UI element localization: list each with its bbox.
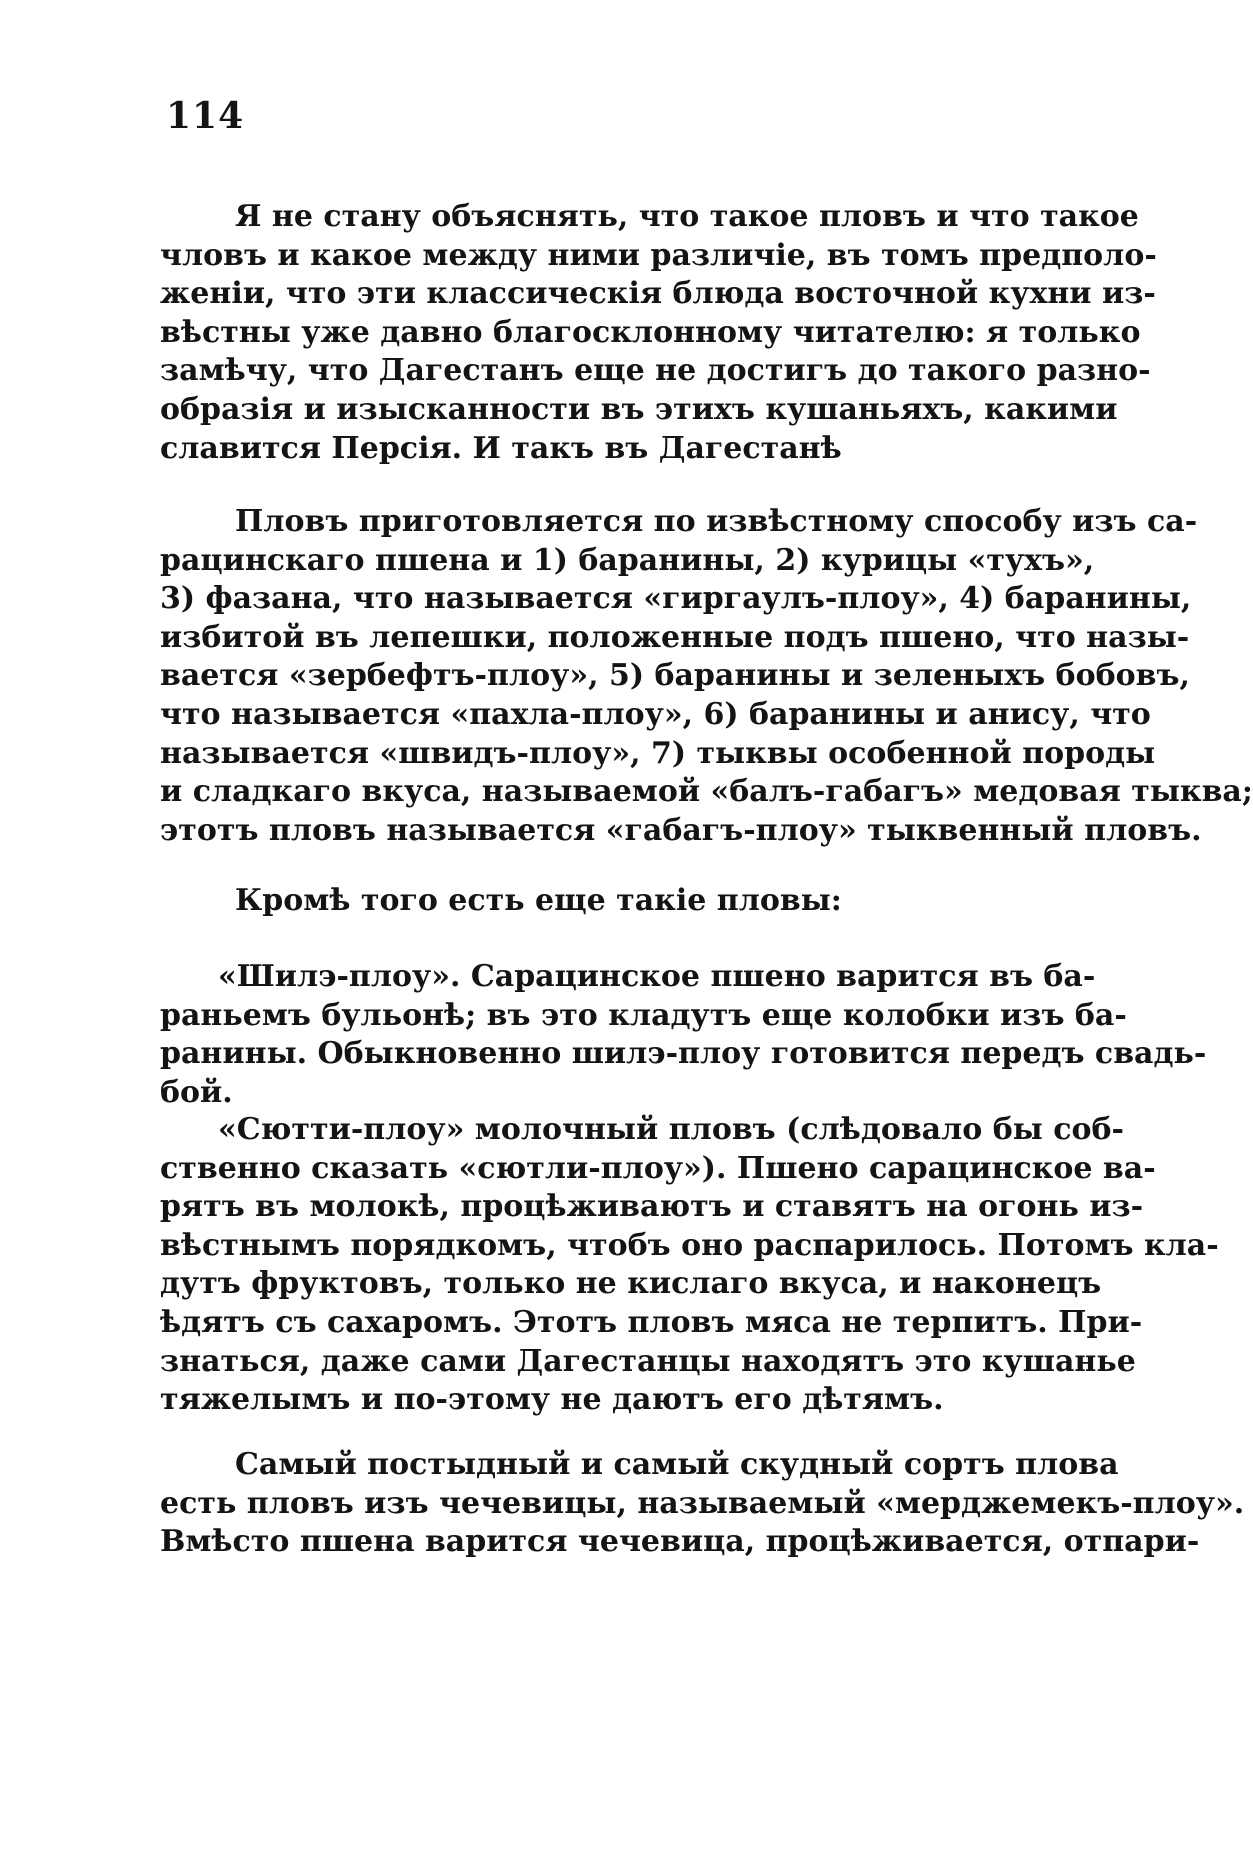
page-number: 114 xyxy=(166,95,245,137)
text-line: вается «зербефтъ-плоу», 5) баранины и зеленыхъ бобовъ, xyxy=(160,658,1190,694)
text-line: называется «швидъ-плоу», 7) тыквы особенной породы xyxy=(160,735,1156,771)
paragraph-other-plovs xyxy=(160,882,1078,921)
text-line: бой. xyxy=(160,1074,233,1110)
text-line: женіи, что эти классическія блюда восточной кухни из- xyxy=(160,276,1156,312)
text-line: тяжелымъ и по-этому не даютъ его дѣтямъ. xyxy=(160,1382,944,1418)
text-line: Вмѣсто пшена варится чечевица, процѣживается, отпари- xyxy=(160,1524,1200,1560)
text-line: вѣстнымъ порядкомъ, чтобъ оно распарилось. Потомъ кла- xyxy=(160,1227,1219,1263)
text-line: что называется «пахла-плоу», 6) баранины и анису, что xyxy=(160,696,1151,732)
text-line: славится Персія. И такъ въ Дагестанѣ xyxy=(160,430,842,466)
text-line: ственно сказать «сютли-плоу»). Пшено сарацинское ва- xyxy=(160,1150,1156,1186)
text-line: замѣчу, что Дагестанъ еще не достигъ до такого разно- xyxy=(160,353,1151,389)
text-line: образія и изысканности въ этихъ кушаньяхъ, какими xyxy=(160,391,1118,427)
text-line: избитой въ лепешки, положенные подъ пшено, что назы- xyxy=(160,619,1190,655)
text-line: и сладкаго вкуса, называемой «балъ-габагъ» медовая тыква; xyxy=(160,774,1253,810)
text-line: раньемъ бульонѣ; въ это кладутъ еще колобки изъ ба- xyxy=(160,997,1127,1033)
text-line: рацинскаго пшена и 1) баранины, 2) курицы «тухъ», xyxy=(160,542,1095,578)
text-line: чловъ и какое между ними различіе, въ томъ предполо- xyxy=(160,237,1157,273)
text-line: Я не стану объяснять, что такое пловъ и что такое xyxy=(235,199,1139,234)
text-line: этотъ пловъ называется «габагъ-плоу» тыквенный пловъ. xyxy=(160,812,1202,848)
text-line: Самый постыдный и самый скудный сортъ плова xyxy=(235,1447,1119,1482)
paragraph-plov-types xyxy=(160,503,1253,850)
text-line: ѣдятъ съ сахаромъ. Этотъ пловъ мяса не терпитъ. При- xyxy=(160,1304,1143,1340)
text-line: знаться, даже сами Дагестанцы находятъ это кушанье xyxy=(160,1343,1136,1379)
text-line: «Шилэ-плоу». Сарацинское пшено варится въ ба- xyxy=(218,959,1096,994)
paragraph-shile-plou xyxy=(160,958,1207,1112)
text-line: Пловъ приготовляется по извѣстному способу изъ са- xyxy=(235,504,1198,539)
text-line: 3) фазана, что называется «гиргаулъ-плоу», 4) баранины, xyxy=(160,581,1192,617)
paragraph-merdzhemek-plou xyxy=(160,1446,1245,1562)
paragraph-syutti-plou xyxy=(160,1111,1219,1420)
text-line: «Сютти-плоу» молочный пловъ (слѣдовало бы соб- xyxy=(218,1112,1124,1147)
paragraph-intro xyxy=(160,198,1157,468)
text-line: есть пловъ изъ чечевицы, называемый «мерджемекъ-плоу». xyxy=(160,1485,1245,1521)
text-line: дутъ фруктовъ, только не кислаго вкуса, и наконецъ xyxy=(160,1266,1102,1302)
text-line: вѣстны уже давно благосклонному читателю: я только xyxy=(160,314,1141,350)
text-line: рятъ въ молокѣ, процѣживаютъ и ставятъ на огонь из- xyxy=(160,1189,1144,1225)
text-line: Кромѣ того есть еще такіе пловы: xyxy=(235,883,842,918)
text-line: ранины. Обыкновенно шилэ-плоу готовится передъ свадь- xyxy=(160,1036,1207,1072)
